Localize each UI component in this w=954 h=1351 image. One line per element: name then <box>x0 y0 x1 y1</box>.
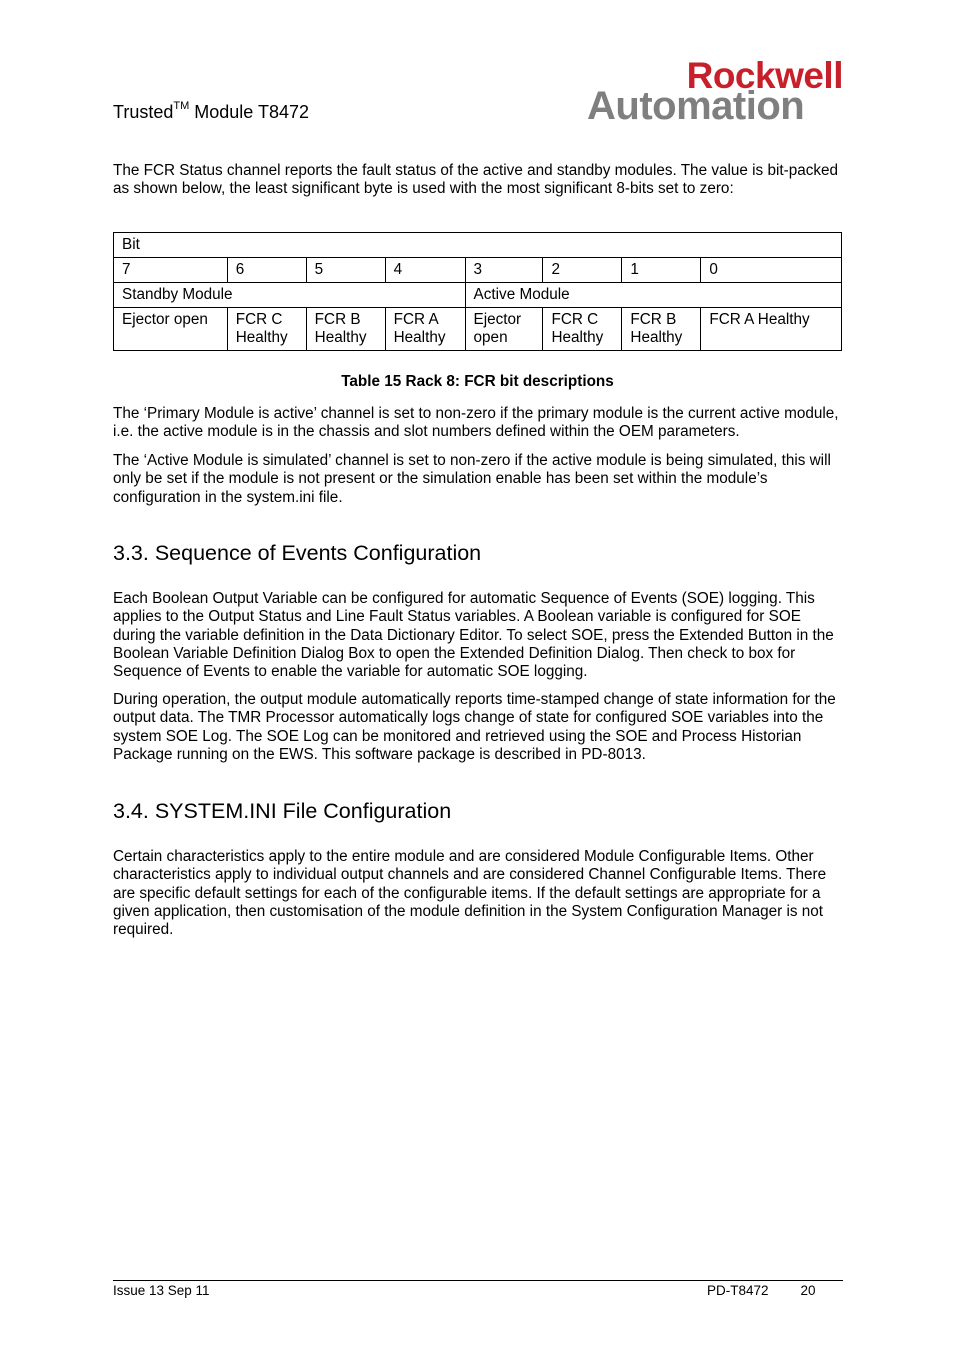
bit-number-cell: 1 <box>622 258 701 283</box>
title-prefix: Trusted <box>113 102 174 122</box>
footer-issue: Issue 13 Sep 11 <box>113 1283 210 1298</box>
section-heading-system-ini: 3.4. SYSTEM.INI File Configuration <box>113 799 452 823</box>
bit-description-cell: Ejector open <box>114 308 228 351</box>
bit-description-cell: FCR B Healthy <box>622 308 701 351</box>
table-caption: Table 15 Rack 8: FCR bit descriptions <box>341 373 614 390</box>
bit-description-cell: FCR A Healthy <box>701 308 842 351</box>
footer-doc-info <box>707 1283 816 1299</box>
table-row-descriptions <box>114 308 842 351</box>
standby-module-cell: Standby Module <box>114 283 466 308</box>
intro-paragraph: The FCR Status channel reports the fault status of the active and standby modules. The value is bit-packed as shown below, the least significant byte is used with the most significant 8-bits set to zero: <box>113 162 839 198</box>
footer-page-number: 20 <box>800 1283 816 1298</box>
bit-number-cell: 2 <box>543 258 622 283</box>
bit-header-cell: Bit <box>114 233 842 258</box>
document-title <box>113 100 309 124</box>
active-module-cell: Active Module <box>465 283 841 308</box>
soe-paragraph-1: Each Boolean Output Variable can be configured for automatic Sequence of Events (SOE) logging. This applies to the Output Status and Line Fault Status variables. A Boolean variable is configured for SOE during the variable definition in the Data Dictionary Editor. To select SOE, press the Extended Button in the Boolean Variable Definition Dialog Box to open the Extended Definition Dialog. Then check to box for Sequence of Events to enable the variable for automatic SOE logging. <box>113 590 834 681</box>
bit-number-cell: 6 <box>227 258 306 283</box>
soe-paragraph-2: During operation, the output module automatically reports time-stamped change of state information for the output data. The TMR Processor automatically logs change of state for configured SOE variables into the system SOE Log. The SOE Log can be monitored and retrieved using the SOE and Process Historian Package running on the EWS. This software package is described in PD-8013. <box>113 691 836 763</box>
section-heading-soe: 3.3. Sequence of Events Configuration <box>113 541 482 565</box>
table-row-bit-numbers <box>114 258 842 283</box>
rockwell-automation-logo <box>586 56 846 128</box>
table-row-module-groups <box>114 283 842 308</box>
bit-number-cell: 0 <box>701 258 842 283</box>
primary-module-paragraph: The ‘Primary Module is active’ channel is set to non-zero if the primary module is the current active module, i.e. the active module is in the chassis and slot numbers defined within the OEM parameters. <box>113 405 839 441</box>
bit-description-cell: FCR B Healthy <box>306 308 385 351</box>
logo-line-automation: Automation <box>587 84 805 128</box>
bit-description-cell: FCR C Healthy <box>227 308 306 351</box>
bit-number-cell: 3 <box>465 258 543 283</box>
logo-line-rockwell: Rockwell <box>686 55 843 96</box>
table-row-bit-header <box>114 233 842 258</box>
active-simulated-paragraph: The ‘Active Module is simulated’ channel is set to non-zero if the active module is being simulated, this will only be set if the module is not present or the simulation enable has been set within the module’s configuration in the system.ini file. <box>113 452 831 506</box>
bit-number-cell: 7 <box>114 258 228 283</box>
bit-description-cell: FCR C Healthy <box>543 308 622 351</box>
trademark-superscript: TM <box>173 100 190 112</box>
footer-doc-number: PD-T8472 <box>707 1283 769 1298</box>
fcr-bit-table <box>113 232 842 351</box>
bit-description-cell: Ejector open <box>465 308 543 351</box>
title-suffix: Module T8472 <box>189 102 310 122</box>
system-ini-paragraph: Certain characteristics apply to the entire module and are considered Module Configurable Items. Other characteristics apply to individual output channels and are considered Channel Configurable Items. There are specific default settings for each of the configurable items. If the default settings are appropriate for a given application, then customisation of the module definition in the System Configuration Manager is not required. <box>113 848 827 939</box>
bit-number-cell: 5 <box>306 258 385 283</box>
footer-divider <box>113 1280 843 1281</box>
bit-number-cell: 4 <box>385 258 465 283</box>
bit-description-cell: FCR A Healthy <box>385 308 465 351</box>
